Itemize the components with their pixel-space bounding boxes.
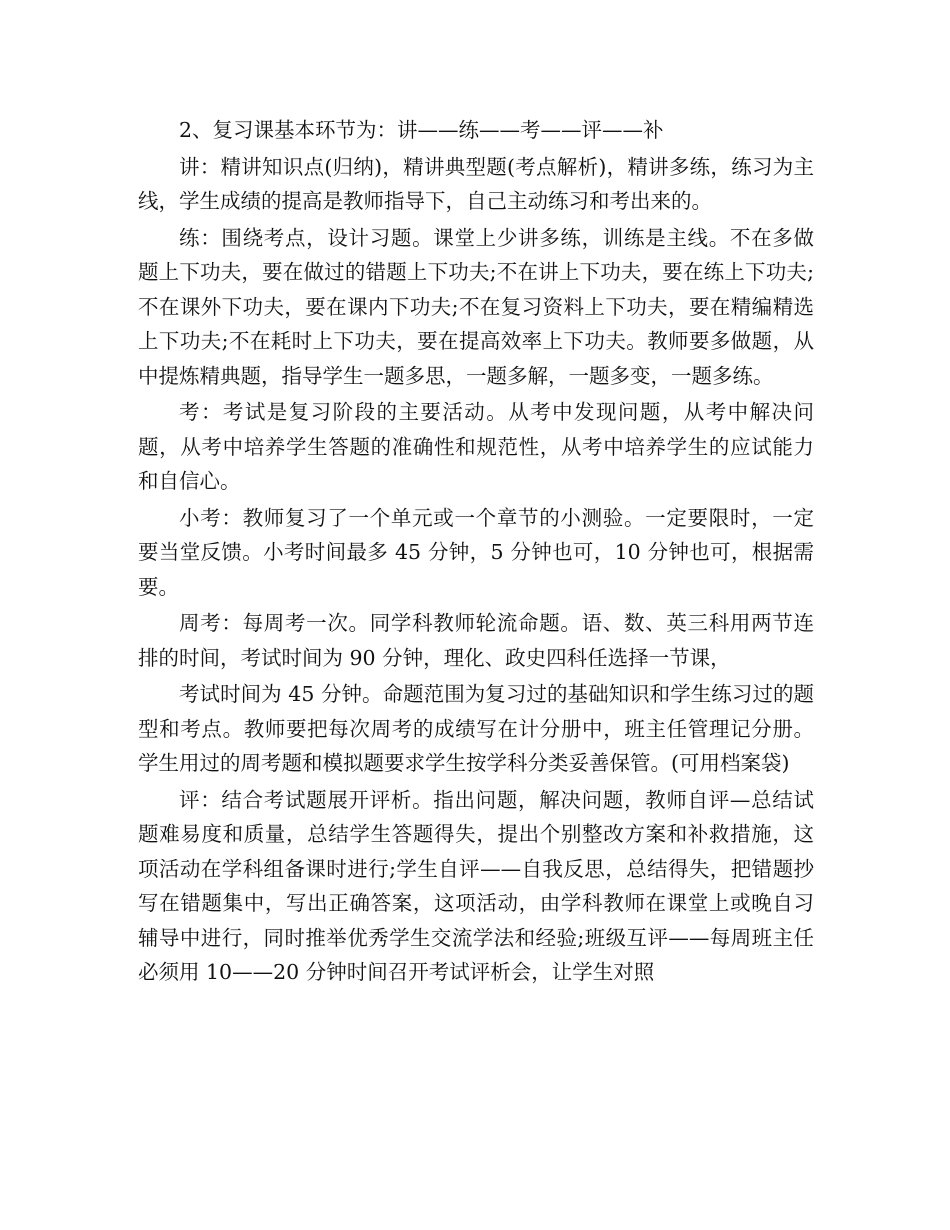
paragraph-lecture: 讲：精讲知识点(归纳)，精讲典型题(考点解析)，精讲多练，练习为主线，学生成绩的提高是教师指导下，自己主动练习和考出来的。 [138,154,814,213]
paragraph-weekly-exam: 周考：每周考一次。同学科教师轮流命题。语、数、英三科用两节连排的时间，考试时间为 90 分钟，理化、政史四科任选择一节课， [138,611,814,670]
paragraph-exam: 考：考试是复习阶段的主要活动。从考中发现问题，从考中解决问题，从考中培养学生答题的准确性和规范性，从考中培养学生的应试能力和自信心。 [138,400,814,493]
paragraph-evaluation: 评：结合考试题展开评析。指出问题，解决问题，教师自评—总结试题难易度和质量，总结学生答题得失，提出个别整改方案和补救措施，这项活动在学科组备课时进行;学生自评——自我反思，总结得失，把错题抄写在错题集中，写出正确答案，这项活动，由学科教师在课堂上或晚自习辅导中进行，同时推举优秀学生交流学法和经验;班级互评——每周班主任必须用 10——20 分钟时间召开考试评析会，让学生对照 [138,787,814,984]
paragraph-practice: 练：围绕考点，设计习题。课堂上少讲多练，训练是主线。不在多做题上下功夫，要在做过的错题上下功夫;不在讲上下功夫，要在练上下功夫;不在课外下功夫，要在课内下功夫;不在复习资料上下功夫，要在精编精选上下功夫;不在耗时上下功夫，要在提高效率上下功夫。教师要多做题，从中提炼精典题，指导学生一题多思，一题多解，一题多变，一题多练。 [138,225,814,388]
document-body [138,113,814,992]
paragraph-quiz: 小考：教师复习了一个单元或一个章节的小测验。一定要限时，一定要当堂反馈。小考时间最多 45 分钟，5 分钟也可，10 分钟也可，根据需要。 [138,505,814,599]
paragraph-review-steps: 2、复习课基本环节为：讲——练——考——评——补 [179,118,664,142]
paragraph-exam-time: 考试时间为 45 分钟。命题范围为复习过的基础知识和学生练习过的题型和考点。教师要把每次周考的成绩写在计分册中，班主任管理记分册。学生用过的周考题和模拟题要求学生按学科分类妥善保管。(可用档案袋) [138,682,814,775]
